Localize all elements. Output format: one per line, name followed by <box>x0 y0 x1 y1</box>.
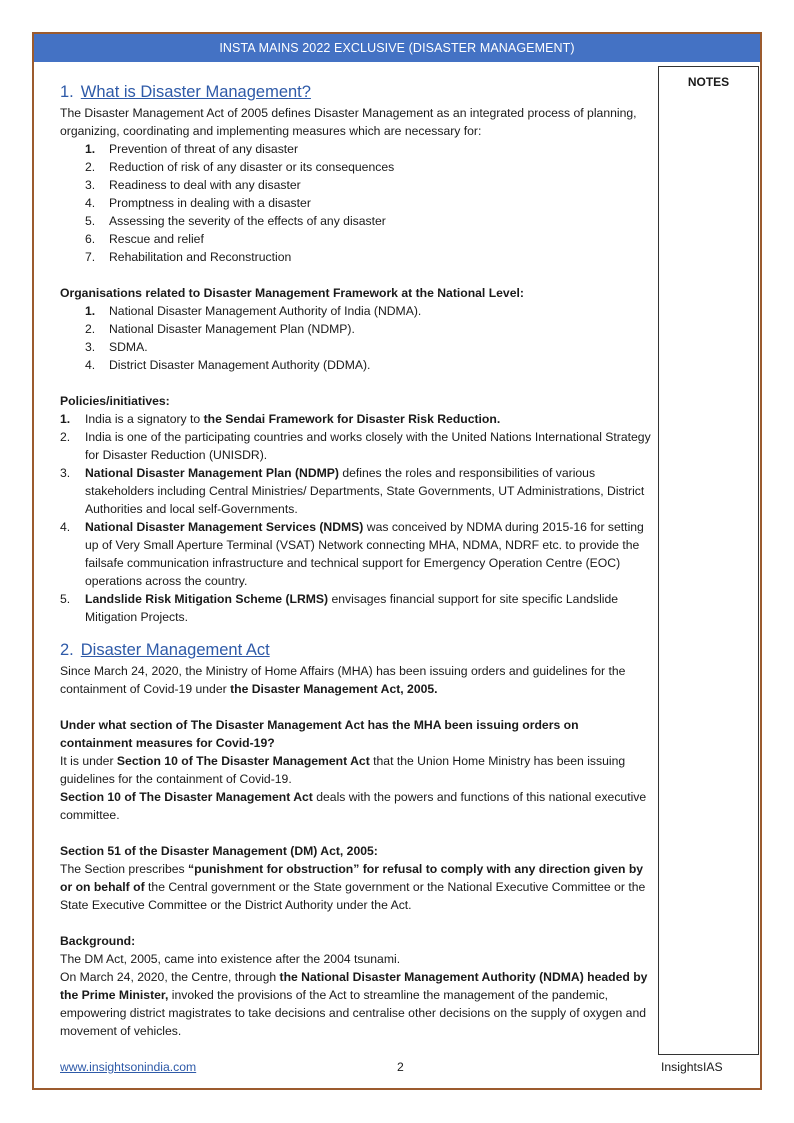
section-10-question: Under what section of The Disaster Management Act has the MHA been issuing orders on containment measures for Covid-19? <box>60 718 579 750</box>
footer-brand: InsightsIAS <box>661 1060 723 1074</box>
header-banner <box>34 34 760 62</box>
section-10-description: Section 10 of The Disaster Management Act deals with the powers and functions of this national executive committee. <box>60 790 647 822</box>
policies-list <box>60 410 652 626</box>
main-content <box>60 80 652 1040</box>
orgs-list <box>60 302 652 374</box>
measures-list <box>60 140 652 266</box>
list-item: 2. National Disaster Management Plan (NDMP). <box>85 322 355 336</box>
list-item: 3. National Disaster Management Plan (NDMP) defines the roles and responsibilities of various stakeholders including Central Ministries/ Departments, State Governments, UT Administrations, District Authorities and local self-Governments. <box>60 466 645 516</box>
list-item: 1. National Disaster Management Authority of India (NDMA). <box>85 304 422 318</box>
list-item: 1. Prevention of threat of any disaster <box>85 142 299 156</box>
notes-title: NOTES <box>687 75 730 89</box>
list-item: 7. Rehabilitation and Reconstruction <box>85 250 292 264</box>
background-heading: Background: <box>60 934 136 948</box>
section-2-heading: 2. Disaster Management Act <box>60 641 270 659</box>
list-item: 1. India is a signatory to the Sendai Framework for Disaster Risk Reduction. <box>60 412 501 426</box>
section-51-text: The Section prescribes “punishment for obstruction” for refusal to comply with any direction given by or on behalf of the Central government or the State government or the National Executive Committee or the State Executive Committee or the District Authority under the Act. <box>60 862 646 912</box>
background-line-2: On March 24, 2020, the Centre, through the National Disaster Management Authority (NDMA) headed by the Prime Minister, invoked the provisions of the Act to streamline the management of the pandemic, empowering district magistrates to take decisions and centralise other decisions on the supply of oxygen and movement of vehicles. <box>60 970 648 1038</box>
section-1-heading: 1. What is Disaster Management? <box>60 83 311 101</box>
header-title: INSTA MAINS 2022 EXCLUSIVE (DISASTER MANAGEMENT) <box>219 41 575 55</box>
list-item: 2. Reduction of risk of any disaster or its consequences <box>85 160 395 174</box>
list-item: 4. Promptness in dealing with a disaster <box>85 196 311 210</box>
list-item: 4. National Disaster Management Services (NDMS) was conceived by NDMA during 2015-16 for setting up of Very Small Aperture Terminal (VSAT) Network connecting MHA, NDMA, NDRF etc. to provide the failsafe communication infrastructure and technical support for Emergency Operation Centre (EOC) operations across the country. <box>60 520 644 588</box>
website-link[interactable]: www.insightsonindia.com <box>60 1060 197 1074</box>
orgs-heading: Organisations related to Disaster Management Framework at the National Level: <box>60 286 524 300</box>
list-item: 3. SDMA. <box>85 340 148 354</box>
list-item: 2. India is one of the participating countries and works closely with the United Nations International Strategy for Disaster Reduction (UNISDR). <box>60 430 651 462</box>
list-item: 4. District Disaster Management Authority (DDMA). <box>85 358 371 372</box>
notes-column <box>658 66 759 1055</box>
list-item: 6. Rescue and relief <box>85 232 204 246</box>
background-line-1: The DM Act, 2005, came into existence after the 2004 tsunami. <box>60 952 401 966</box>
policies-heading: Policies/initiatives: <box>60 394 170 408</box>
list-item: 5. Landslide Risk Mitigation Scheme (LRMS) envisages financial support for site specific Landslide Mitigation Projects. <box>60 592 619 624</box>
list-item: 3. Readiness to deal with any disaster <box>85 178 301 192</box>
section-51-heading: Section 51 of the Disaster Management (DM) Act, 2005: <box>60 844 378 858</box>
list-item: 5. Assessing the severity of the effects of any disaster <box>85 214 386 228</box>
section-10-answer: It is under Section 10 of The Disaster Management Act that the Union Home Ministry has been issuing guidelines for the containment of Covid-19. <box>60 754 626 786</box>
section-2-intro: Since March 24, 2020, the Ministry of Home Affairs (MHA) has been issuing orders and guidelines for the containment of Covid-19 under the Disaster Management Act, 2005. <box>60 664 626 696</box>
page-number: 2 <box>397 1060 404 1074</box>
section-1-intro: The Disaster Management Act of 2005 defines Disaster Management as an integrated process of planning, organizing, coordinating and implementing measures which are necessary for: <box>60 106 637 138</box>
